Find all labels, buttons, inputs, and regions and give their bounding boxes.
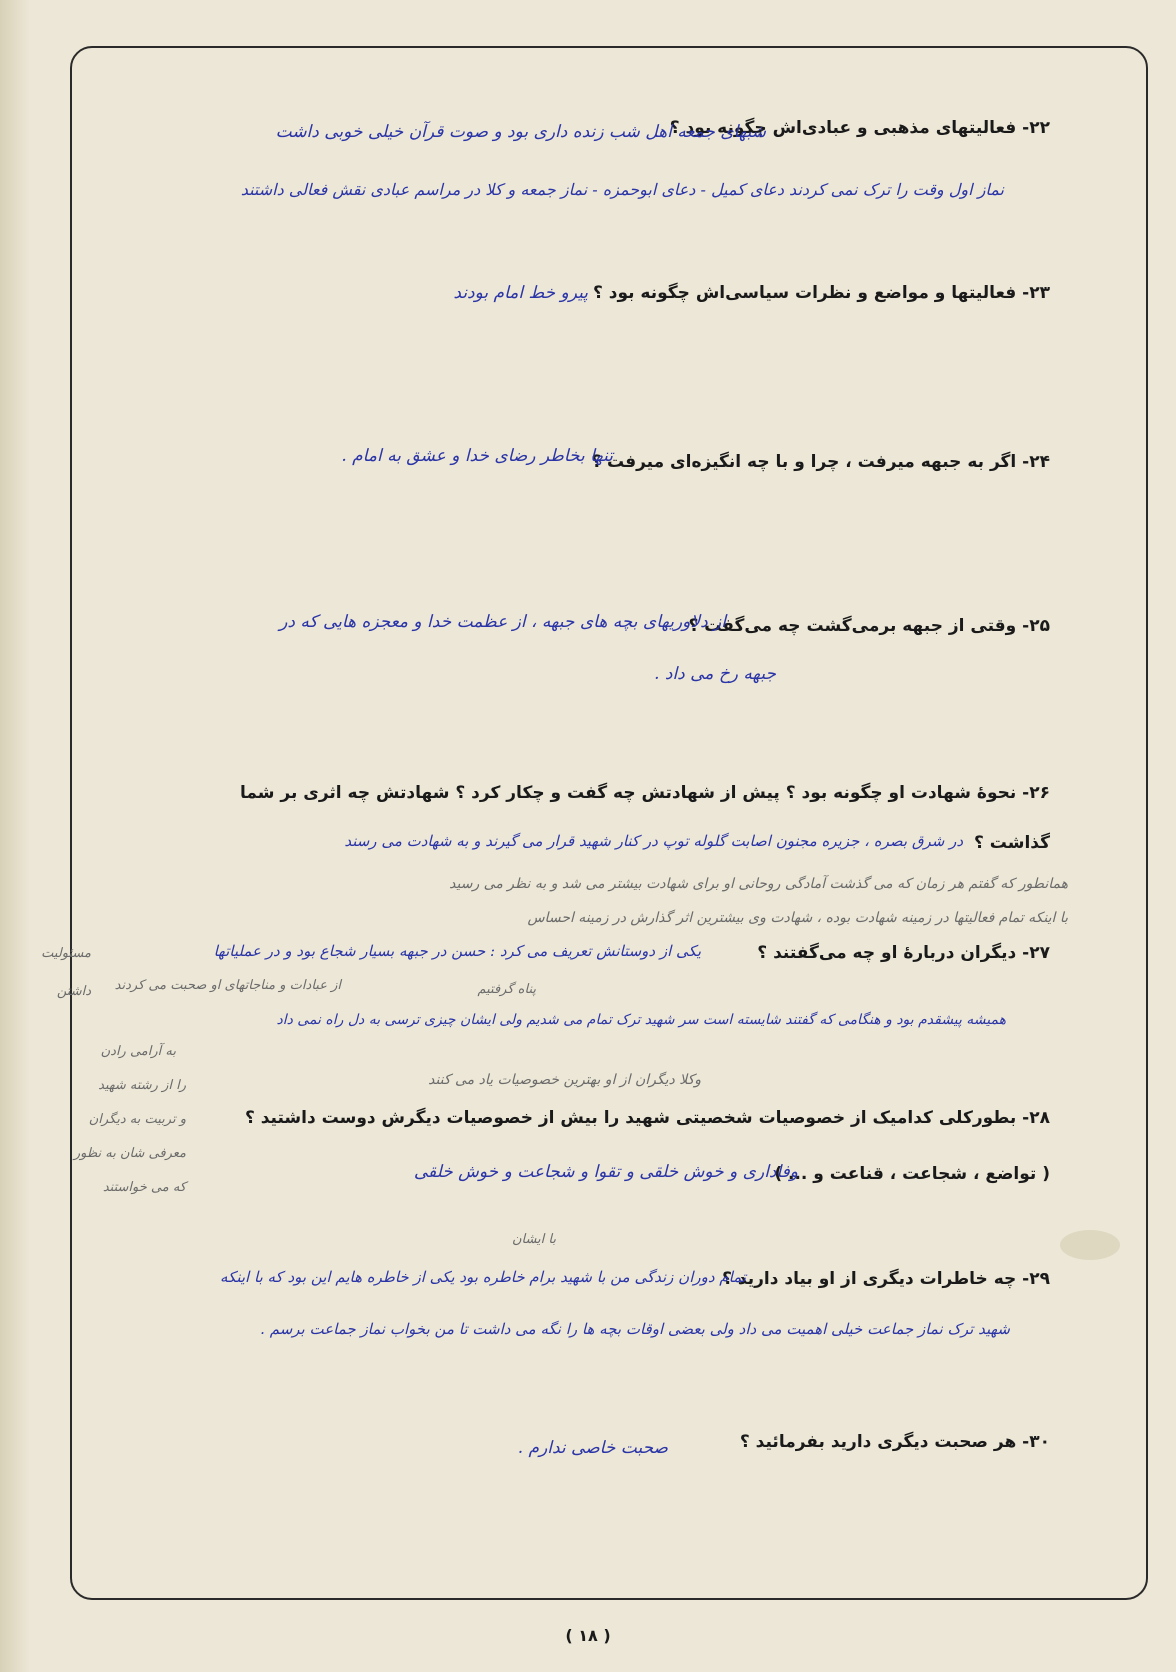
pencil-29-line-1: با ایشان [511, 1232, 556, 1247]
question-23: ۲۳- فعالیتها و مواضع و نظرات سیاسی‌اش چگونه بود ؟ [592, 283, 1050, 303]
answer-22-line-1: شبهای جمعه اهل شب زنده داری بود و صوت قرآن خیلی خوبی داشت [275, 122, 766, 142]
margin-pencil-3: به آرامی رادن [100, 1044, 176, 1059]
margin-pencil-7: که می خواستند [102, 1180, 186, 1195]
pencil-27-line-3: وکلا دیگران از او بهترین خصوصیات یاد می کنند [428, 1072, 701, 1088]
answer-22-line-2: نماز اول وقت را ترک نمی کردند دعای کمیل - دعای ابوحمزه - نماز جمعه و کلا در مراسم عبادی نقش فعالی داشتند [240, 180, 1004, 199]
answer-25-line-2: جبهه رخ می داد . [654, 664, 776, 684]
margin-pencil-4: را از رشته شهید [98, 1078, 186, 1093]
pencil-27-line-1: از عبادات و مناجاتهای او صحبت می کردند [114, 978, 341, 993]
margin-pencil-2: داشتن [56, 984, 91, 999]
answer-24-line-1: تنها بخاطر رضای خدا و عشق به امام . [341, 446, 613, 466]
answer-26-line-1: در شرق بصره ، جزیره مجنون اصابت گلوله توپ در کنار شهید قرار می گیرند و به شهادت می رسند [344, 832, 963, 850]
question-27: ۲۷- دیگران دربارهٔ او چه می‌گفتند ؟ [757, 943, 1050, 963]
page-number: ( ۱۸ ) [565, 1626, 611, 1645]
answer-30-line-1: صحبت خاصی ندارم . [517, 1438, 668, 1458]
question-25: ۲۵- وقتی از جبهه برمی‌گشت چه می‌گفت ؟ [688, 616, 1050, 636]
question-22: ۲۲- فعالیتهای مذهبی و عبادی‌اش چگونه بود ؟ [669, 118, 1050, 138]
question-26-line-2: گذاشت ؟ [973, 833, 1050, 853]
question-26-line-1: ۲۶- نحوهٔ شهادت او چگونه بود ؟ پیش از شهادتش چه گفت و چکار کرد ؟ شهادتش چه اثری بر شما [239, 783, 1050, 803]
answer-23-line-1: پیرو خط امام بودند [453, 283, 588, 303]
answer-25-line-1: از دلاوریهای بچه های جبهه ، از عظمت خدا و معجزه هایی که در [279, 612, 726, 632]
answer-29-line-1: تمام دوران زندگی من با شهید برام خاطره بود یکی از خاطره هایم این بود که با اینکه [220, 1268, 746, 1286]
answer-28-line-1: وفاداری و خوش خلقی و تقوا و شجاعت و خوش خلقی [413, 1162, 798, 1182]
pencil-27-line-2: پناه گرفتیم [477, 982, 536, 997]
answer-27-line-1: یکی از دوستانش تعریف می کرد : حسن در جبهه بسیار شجاع بود و در عملیاتها [213, 942, 701, 960]
margin-pencil-6: معرفی شان به نظور [73, 1146, 186, 1161]
answer-29-line-2: شهید ترک نماز جماعت خیلی اهمیت می داد ولی بعضی اوقات بچه ها را نگه می داشت تا من بخواب نماز جماعت برسم . [260, 1320, 1010, 1338]
margin-pencil-5: و تربیت به دیگران [88, 1112, 186, 1127]
pencil-26-line-2: با اینکه تمام فعالیتها در زمینه شهادت بوده ، شهادت وی بیشترین اثر گذارش در زمینه احساس [527, 910, 1068, 926]
question-24: ۲۴- اگر به جبهه میرفت ، چرا و با چه انگیزه‌ای میرفت ؟ [591, 452, 1050, 472]
margin-pencil-1: مسئولیت [41, 946, 91, 961]
page-shadow [0, 0, 30, 1672]
question-28-subtext: ( تواضع ، شجاعت ، قناعت و ... ) [774, 1164, 1050, 1184]
page-border [70, 46, 1148, 1600]
answer-27-line-2: همیشه پیشقدم بود و هنگامی که گفتند شایسته است سر شهید ترک تمام می شدیم ولی ایشان چیزی ترسی به دل راه نمی داد [276, 1012, 1006, 1028]
question-28: ۲۸- بطورکلی کدامیک از خصوصیات شخصیتی شهید را بیش از خصوصیات دیگرش دوست داشتید ؟ [244, 1108, 1050, 1128]
question-30: ۳۰- هر صحبت دیگری دارید بفرمائید ؟ [739, 1432, 1050, 1452]
question-29: ۲۹- چه خاطرات دیگری از او بیاد دارید ؟ [722, 1269, 1050, 1289]
pencil-26-line-1: همانطور که گفتم هر زمان که می گذشت آمادگی روحانی او برای شهادت بیشتر می شد و به نظر می رسید [449, 876, 1068, 892]
